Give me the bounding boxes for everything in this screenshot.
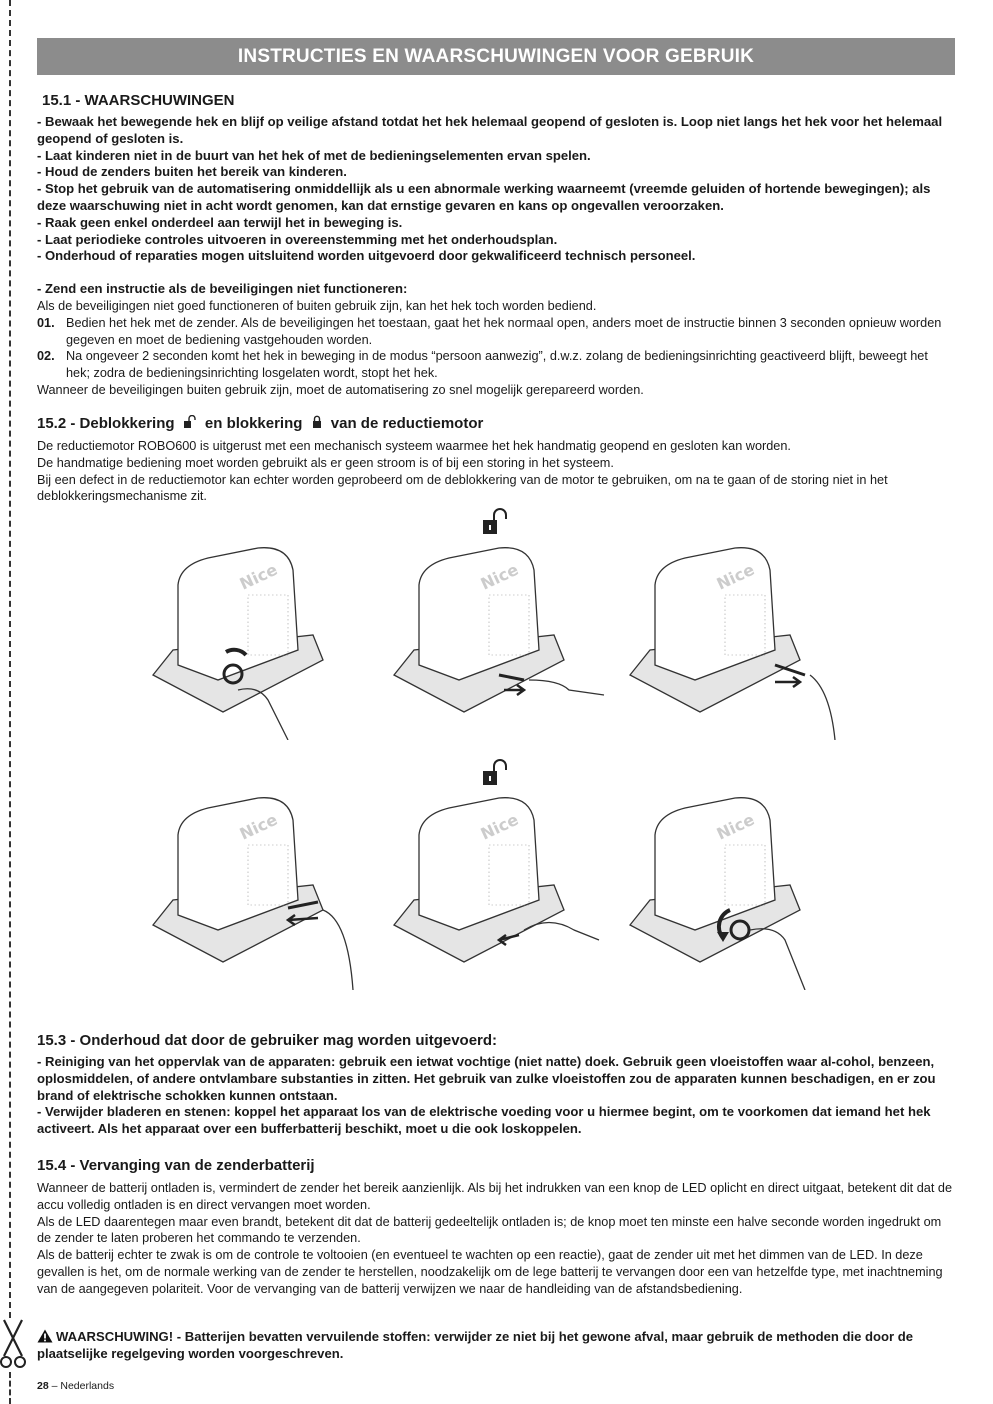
footer-separator: – xyxy=(48,1380,61,1392)
section-title xyxy=(37,414,955,434)
section-15-4 xyxy=(37,1156,955,1298)
warning-item: - Laat kinderen niet in de buurt van het hek of met de bedieningselementen ervan spelen. xyxy=(37,147,591,163)
unlocked-icon xyxy=(183,415,197,430)
title-part: van de reductiemotor xyxy=(330,415,484,432)
paragraph: - Verwijder bladeren en stenen: koppel het apparaat los van de elektrische voeding voor u hiermee begint, om te voorkomen dat iemand het hek activeert. Als het apparaat over een bufferbatterij beschikt, moet u die ook loskoppelen. xyxy=(37,1104,931,1137)
section-title: 15.3 - Onderhoud dat door de gebruiker mag worden uitgevoerd: xyxy=(37,1032,498,1049)
subheading: - Zend een instructie als de beveiligingen niet functioneren: xyxy=(37,281,408,297)
paragraph: De reductiemotor ROBO600 is uitgerust met een mechanisch systeem waarmee het hek handmatig geopend en gesloten kan worden. xyxy=(37,439,791,453)
section-15-2 xyxy=(37,414,955,505)
intro-text: Als de beveiligingen niet goed functioneren of buiten gebruik zijn, kan het hek toch worden bediend. xyxy=(37,298,597,313)
step-number: 02. xyxy=(37,349,55,364)
locked-icon xyxy=(311,415,323,430)
paragraph: Als de LED daarentegen maar even brandt, betekent dit dat de batterij gedeeltelijk ontladen is; de knop moet ten minste een halve seconde worden ingedrukt om de zender te laten proberen het commando te verzenden. xyxy=(37,1214,942,1246)
motor-figure-4 xyxy=(148,790,368,990)
step-text: Na ongeveer 2 seconden komt het hek in beweging in de modus “persoon aanwezig”, d.w.z. zolang de bedieningsinrichting geactiveerd blijft, beweegt het hek; zodra de bedieningsinrichting losgelaten wordt, stopt het hek. xyxy=(66,349,928,381)
motor-figure-1 xyxy=(148,540,368,740)
title-part: en blokkering xyxy=(204,415,303,432)
paragraph: Bij een defect in de reductiemotor kan echter worden geprobeerd om de deblokkering van de motor te gebruiken, om na te gaan of de storing niet in het deblokkeringsmechanisme zit. xyxy=(37,472,888,504)
title-part: 15.2 - Deblokkering xyxy=(37,415,175,432)
warning-icon xyxy=(37,1329,53,1343)
page-banner: INSTRUCTIES EN WAARSCHUWINGEN VOOR GEBRUIK xyxy=(37,38,955,75)
figure-brand: Nice xyxy=(713,809,758,844)
footer-language: Nederlands xyxy=(60,1380,115,1392)
step-item xyxy=(37,348,955,382)
motor-figure-2 xyxy=(389,540,609,740)
cut-line xyxy=(9,0,11,1318)
warning-item: - Raak geen enkel onderdeel aan terwijl het in beweging is. xyxy=(37,214,403,230)
paragraph: Wanneer de batterij ontladen is, vermindert de zender het bereik aanzienlijk. Als bij het indrukken van een knop de LED oplicht en direct uitgaat, betekent dit dat de accu volledig ontladen is en direct vervangen moet worden. xyxy=(37,1181,952,1212)
page-footer xyxy=(37,1380,114,1392)
figure-brand: Nice xyxy=(477,559,522,594)
release-figures xyxy=(37,500,955,1000)
warning-item: - Houd de zenders buiten het bereik van kinderen. xyxy=(37,164,347,180)
section-15-1 xyxy=(37,91,955,399)
step-item xyxy=(37,315,955,349)
paragraph: De handmatige bediening moet worden gebruikt als er geen stroom is of bij een storing in het systeem. xyxy=(37,455,614,470)
section-15-3 xyxy=(37,1031,955,1138)
motor-figure-5 xyxy=(389,790,609,990)
unlocked-icon xyxy=(481,508,517,538)
warning-text: WAARSCHUWING! - Batterijen bevatten vervuilende stoffen: verwijder ze niet bij het gewone afval, maar gebruik de methoden die door de plaatselijke regelgeving worden voorgeschreven. xyxy=(37,1329,914,1361)
step-number: 01. xyxy=(37,315,55,330)
step-text: Bedien het hek met de zender. Als de beveiligingen het toestaan, gaat het hek normaal open, anders moet de instructie binnen 3 seconden opnieuw worden gegeven en moet de bediening vastgehouden worden. xyxy=(66,315,942,347)
warnings-list xyxy=(37,114,955,265)
unlocked-icon xyxy=(481,759,517,789)
battery-warning xyxy=(37,1329,955,1363)
warning-item: - Laat periodieke controles uitvoeren in overeenstemming met het onderhoudsplan. xyxy=(37,231,558,247)
outro-text: Wanneer de beveiligingen buiten gebruik zijn, moet de automatisering zo snel mogelijk gerepareerd worden. xyxy=(37,382,644,397)
warning-item: - Bewaak het bewegende hek en blijf op veilige afstand totdat het hek helemaal geopend of gesloten is. Loop niet langs het hek voor het helemaal geopend of gesloten is. xyxy=(37,114,943,146)
page-number: 28 xyxy=(37,1380,49,1392)
section-title: 15.4 - Vervanging van de zenderbatterij xyxy=(37,1157,315,1174)
scissors-icon xyxy=(0,1318,40,1372)
motor-figure-6 xyxy=(625,790,845,990)
motor-figure-3 xyxy=(625,540,845,740)
figure-brand: Nice xyxy=(236,559,281,594)
warning-item: - Stop het gebruik van de automatisering onmiddellijk als u een abnormale werking waarneemt (vreemde geluiden of hortende bewegingen); als deze waarschuwing niet in acht wordt genomen, kan dat ernstige gevaren en kans op ongevallen veroorzaken. xyxy=(37,181,931,213)
cut-line-bottom xyxy=(9,1372,11,1404)
figure-brand: Nice xyxy=(477,809,522,844)
section-title: 15.1 - WAARSCHUWINGEN xyxy=(42,92,235,109)
paragraph: - Reiniging van het oppervlak van de apparaten: gebruik een ietwat vochtige (niet natte) doek. Gebruik geen vloeistoffen waar al-cohol, benzeen, oplosmiddelen, of andere ontvlambare substanties in zitten. Het gebruik van zulke vloeistoffen zou de apparaten kunnen beschadigen, en er zou brand of elektrische schokken kunnen ontstaan. xyxy=(37,1054,936,1103)
warning-item: - Onderhoud of reparaties mogen uitsluitend worden uitgevoerd door gekwalificeerd technisch personeel. xyxy=(37,248,696,264)
figure-brand: Nice xyxy=(236,809,281,844)
paragraph: Als de batterij echter te zwak is om de controle te voltooien (en eventueel te wachten op een reactie), gaat de zender uit met het dimmen van de LED. In deze gevallen is het, om de normale werking van de zender te herstellen, noodzakelijk om de lege batterij te vervangen door een van hetzelfde type, met inachtneming van de aangegeven polariteit. Voor de vervanging van de batterij verwijzen we naar de handleiding van de afstandsbediening. xyxy=(37,1248,943,1296)
figure-brand: Nice xyxy=(713,559,758,594)
